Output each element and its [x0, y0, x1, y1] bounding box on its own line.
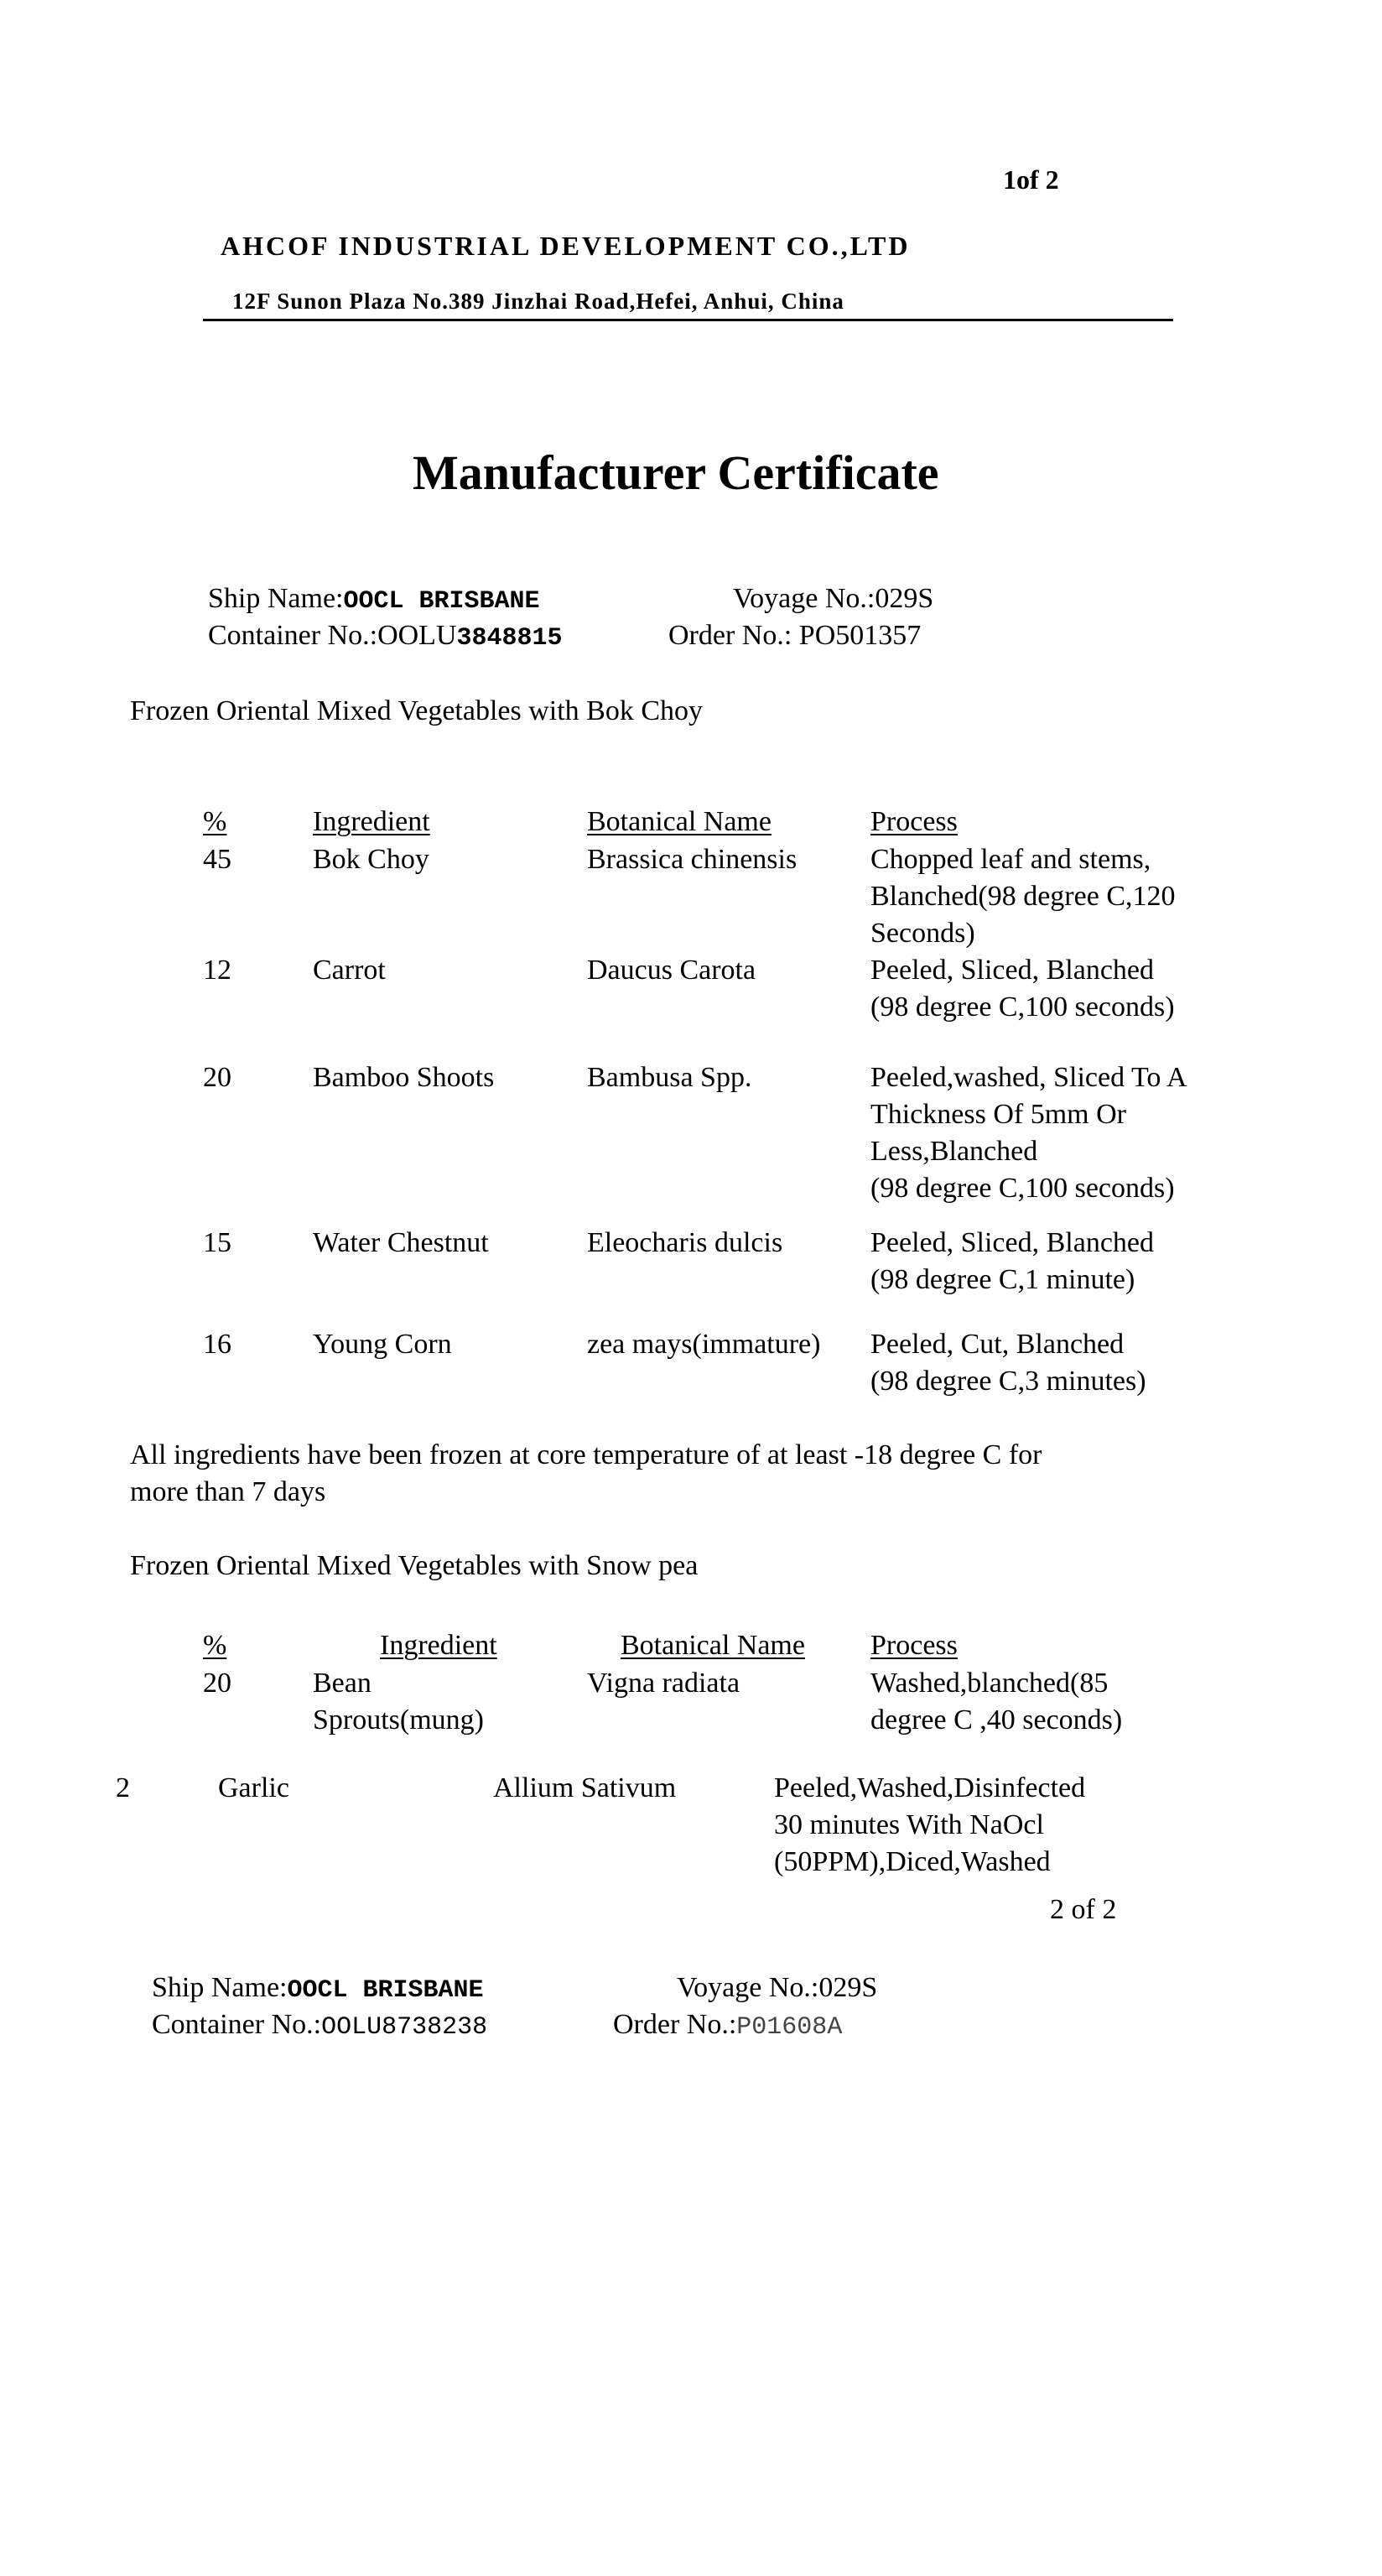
order-label: Order No.: — [613, 2009, 737, 2040]
row-botanical: Allium Sativum — [493, 1772, 677, 1803]
col-header-botanical: Botanical Name — [587, 806, 772, 837]
note-line: All ingredients have been frozen at core temperature of at least -18 degree C for — [130, 1439, 1042, 1470]
ingredient-line: Sprouts(mung) — [313, 1704, 484, 1736]
process-line: (98 degree C,100 seconds) — [870, 991, 1175, 1023]
row-ingredient: Bok Choy — [313, 844, 429, 875]
voyage-number: Voyage No.:029S — [677, 1972, 878, 2003]
process-line: Peeled,Washed,Disinfected — [774, 1772, 1086, 1803]
ingredient-line: Bean — [313, 1668, 371, 1699]
row-percent: 20 — [203, 1062, 231, 1093]
process-line: (98 degree C,100 seconds) — [870, 1173, 1175, 1204]
ship-name — [152, 1970, 484, 2009]
ship-name-value: OOCL BRISBANE — [287, 1976, 484, 2005]
ship-name-label: Ship Name: — [152, 1972, 288, 2003]
order-value: P01608A — [736, 2013, 843, 2042]
page-title: Manufacturer Certificate — [413, 445, 939, 500]
ship-name-label: Ship Name: — [208, 583, 344, 614]
row-ingredient: Garlic — [218, 1772, 289, 1803]
row-percent: 15 — [203, 1227, 231, 1258]
row-process — [870, 1326, 1146, 1400]
col-header-botanical: Botanical Name — [621, 1630, 805, 1661]
process-line: (98 degree C,1 minute) — [870, 1264, 1135, 1295]
row-botanical: Brassica chinensis — [587, 844, 798, 875]
row-process — [870, 841, 1176, 952]
product-title: Frozen Oriental Mixed Vegetables with Bok Choy — [130, 695, 704, 726]
ship-name-value: OOCL BRISBANE — [343, 587, 540, 616]
container-label: Container No.: — [152, 2009, 322, 2040]
product-title: Frozen Oriental Mixed Vegetables with Snow pea — [130, 1550, 699, 1581]
process-line: degree C ,40 seconds) — [870, 1704, 1123, 1736]
company-name: AHCOF INDUSTRIAL DEVELOPMENT CO.,LTD — [221, 231, 911, 261]
row-process — [774, 1770, 1085, 1881]
voyage-number: Voyage No.:029S — [733, 583, 934, 614]
page-indicator: 1of 2 — [1003, 164, 1059, 195]
row-botanical: Vigna radiata — [587, 1668, 740, 1699]
process-line: Thickness Of 5mm Or — [870, 1099, 1127, 1130]
row-botanical: zea mays(immature) — [587, 1329, 821, 1360]
row-botanical: Bambusa Spp. — [587, 1062, 752, 1093]
process-line: Peeled, Sliced, Blanched — [870, 1227, 1155, 1258]
frozen-note — [130, 1437, 1042, 1511]
row-percent: 20 — [203, 1668, 231, 1699]
process-line: Chopped leaf and stems, — [870, 844, 1151, 875]
col-header-ingredient: Ingredient — [313, 806, 430, 837]
row-botanical: Eleocharis dulcis — [587, 1227, 783, 1258]
container-value: 3848815 — [456, 624, 563, 653]
col-header-ingredient: Ingredient — [380, 1630, 497, 1661]
row-process — [870, 1059, 1187, 1207]
process-line: Peeled,washed, Sliced To A — [870, 1062, 1187, 1093]
container-number — [208, 617, 563, 657]
row-percent: 45 — [203, 844, 231, 875]
company-address: 12F Sunon Plaza No.389 Jinzhai Road,Hefei, Anhui, China — [232, 289, 844, 314]
row-botanical: Daucus Carota — [587, 955, 756, 986]
row-ingredient — [313, 1665, 484, 1739]
ship-name — [208, 580, 540, 620]
row-ingredient: Bamboo Shoots — [313, 1062, 495, 1093]
container-value: OOLU8738238 — [321, 2013, 488, 2042]
order-number — [613, 2006, 842, 2046]
process-line: Seconds) — [870, 918, 975, 949]
col-header-process: Process — [870, 1630, 958, 1661]
col-header-percent: % — [203, 806, 227, 837]
col-header-percent: % — [203, 1630, 227, 1661]
order-number: Order No.: PO501357 — [668, 620, 922, 651]
row-percent: 2 — [116, 1772, 130, 1803]
process-line: Blanched(98 degree C,120 — [870, 881, 1176, 912]
row-ingredient: Young Corn — [313, 1329, 452, 1360]
note-line: more than 7 days — [130, 1476, 326, 1507]
row-percent: 16 — [203, 1329, 231, 1360]
header-rule — [203, 319, 1173, 321]
container-label: Container No.:OOLU — [208, 620, 457, 651]
row-process — [870, 1225, 1154, 1298]
process-line: Less,Blanched — [870, 1136, 1038, 1167]
row-ingredient: Carrot — [313, 955, 386, 986]
process-line: Peeled, Cut, Blanched — [870, 1329, 1125, 1360]
process-line: (50PPM),Diced,Washed — [774, 1846, 1051, 1877]
row-process — [870, 1665, 1122, 1739]
process-line: Peeled, Sliced, Blanched — [870, 955, 1155, 986]
process-line: 30 minutes With NaOcl — [774, 1809, 1044, 1840]
col-header-process: Process — [870, 806, 958, 837]
page2-indicator: 2 of 2 — [1050, 1894, 1117, 1925]
process-line: Washed,blanched(85 — [870, 1668, 1109, 1699]
container-number — [152, 2006, 487, 2046]
row-ingredient: Water Chestnut — [313, 1227, 489, 1258]
row-process — [870, 952, 1175, 1026]
row-percent: 12 — [203, 955, 231, 986]
process-line: (98 degree C,3 minutes) — [870, 1366, 1146, 1397]
